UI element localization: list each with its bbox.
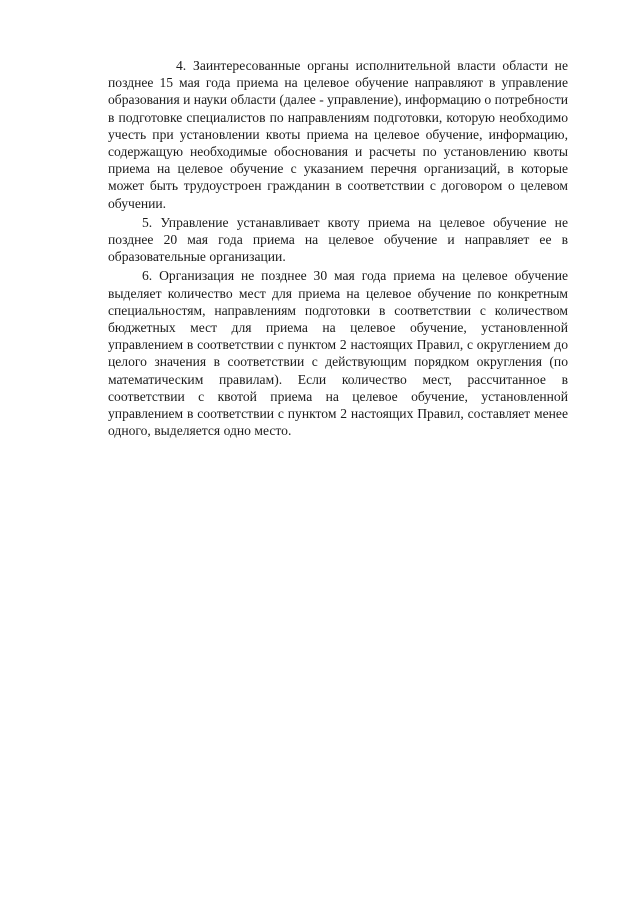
paragraph-number: 4.	[176, 58, 187, 73]
paragraph-6	[108, 267, 568, 439]
paragraph-5	[108, 214, 568, 266]
paragraph-number: 6.	[142, 268, 153, 284]
paragraph-text: Организация не позднее 30 мая года приема на целевое обучение выделяет количество мест для приема на целевое обучение по конкретным специальностям, направлениям подготовки в соответствии с количеством бюджетных мест для приема на целевое обучение, установленной управлением в соответствии с пунктом 2 настоящих Правил, с округлением до целого значения в соответствии с действующим порядком округления (по математическим правилам). Если количество мест, рассчитанное в соответствии с квотой приема на целевое обучение, установленной управлением в соответствии с пунктом 2 настоящих Правил, составляет менее одного, выделяется одно место.	[108, 268, 568, 439]
document-body	[108, 57, 568, 441]
paragraph-number: 5.	[142, 214, 153, 230]
paragraph-text: Управление устанавливает квоту приема на целевое обучение не позднее 20 мая года приема на целевое обучение и направляет ее в образовательные организации.	[108, 214, 568, 265]
paragraph-text: Заинтересованные органы исполнительной власти области не позднее 15 мая года приема на целевое обучение направляют в управление образования и науки области (далее - управление), информацию о потребности в подготовке специалистов по направлениям подготовки, которую необходимо учесть при установлении квоты приема на целевое обучение, информацию, содержащую необходимые обоснования и расчеты по установлению квоты приема на целевое обучение с указанием перечня организаций, в которые может быть трудоустроен гражданин в соответствии с договором о целевом обучении.	[108, 58, 568, 211]
paragraph-4	[108, 57, 568, 212]
